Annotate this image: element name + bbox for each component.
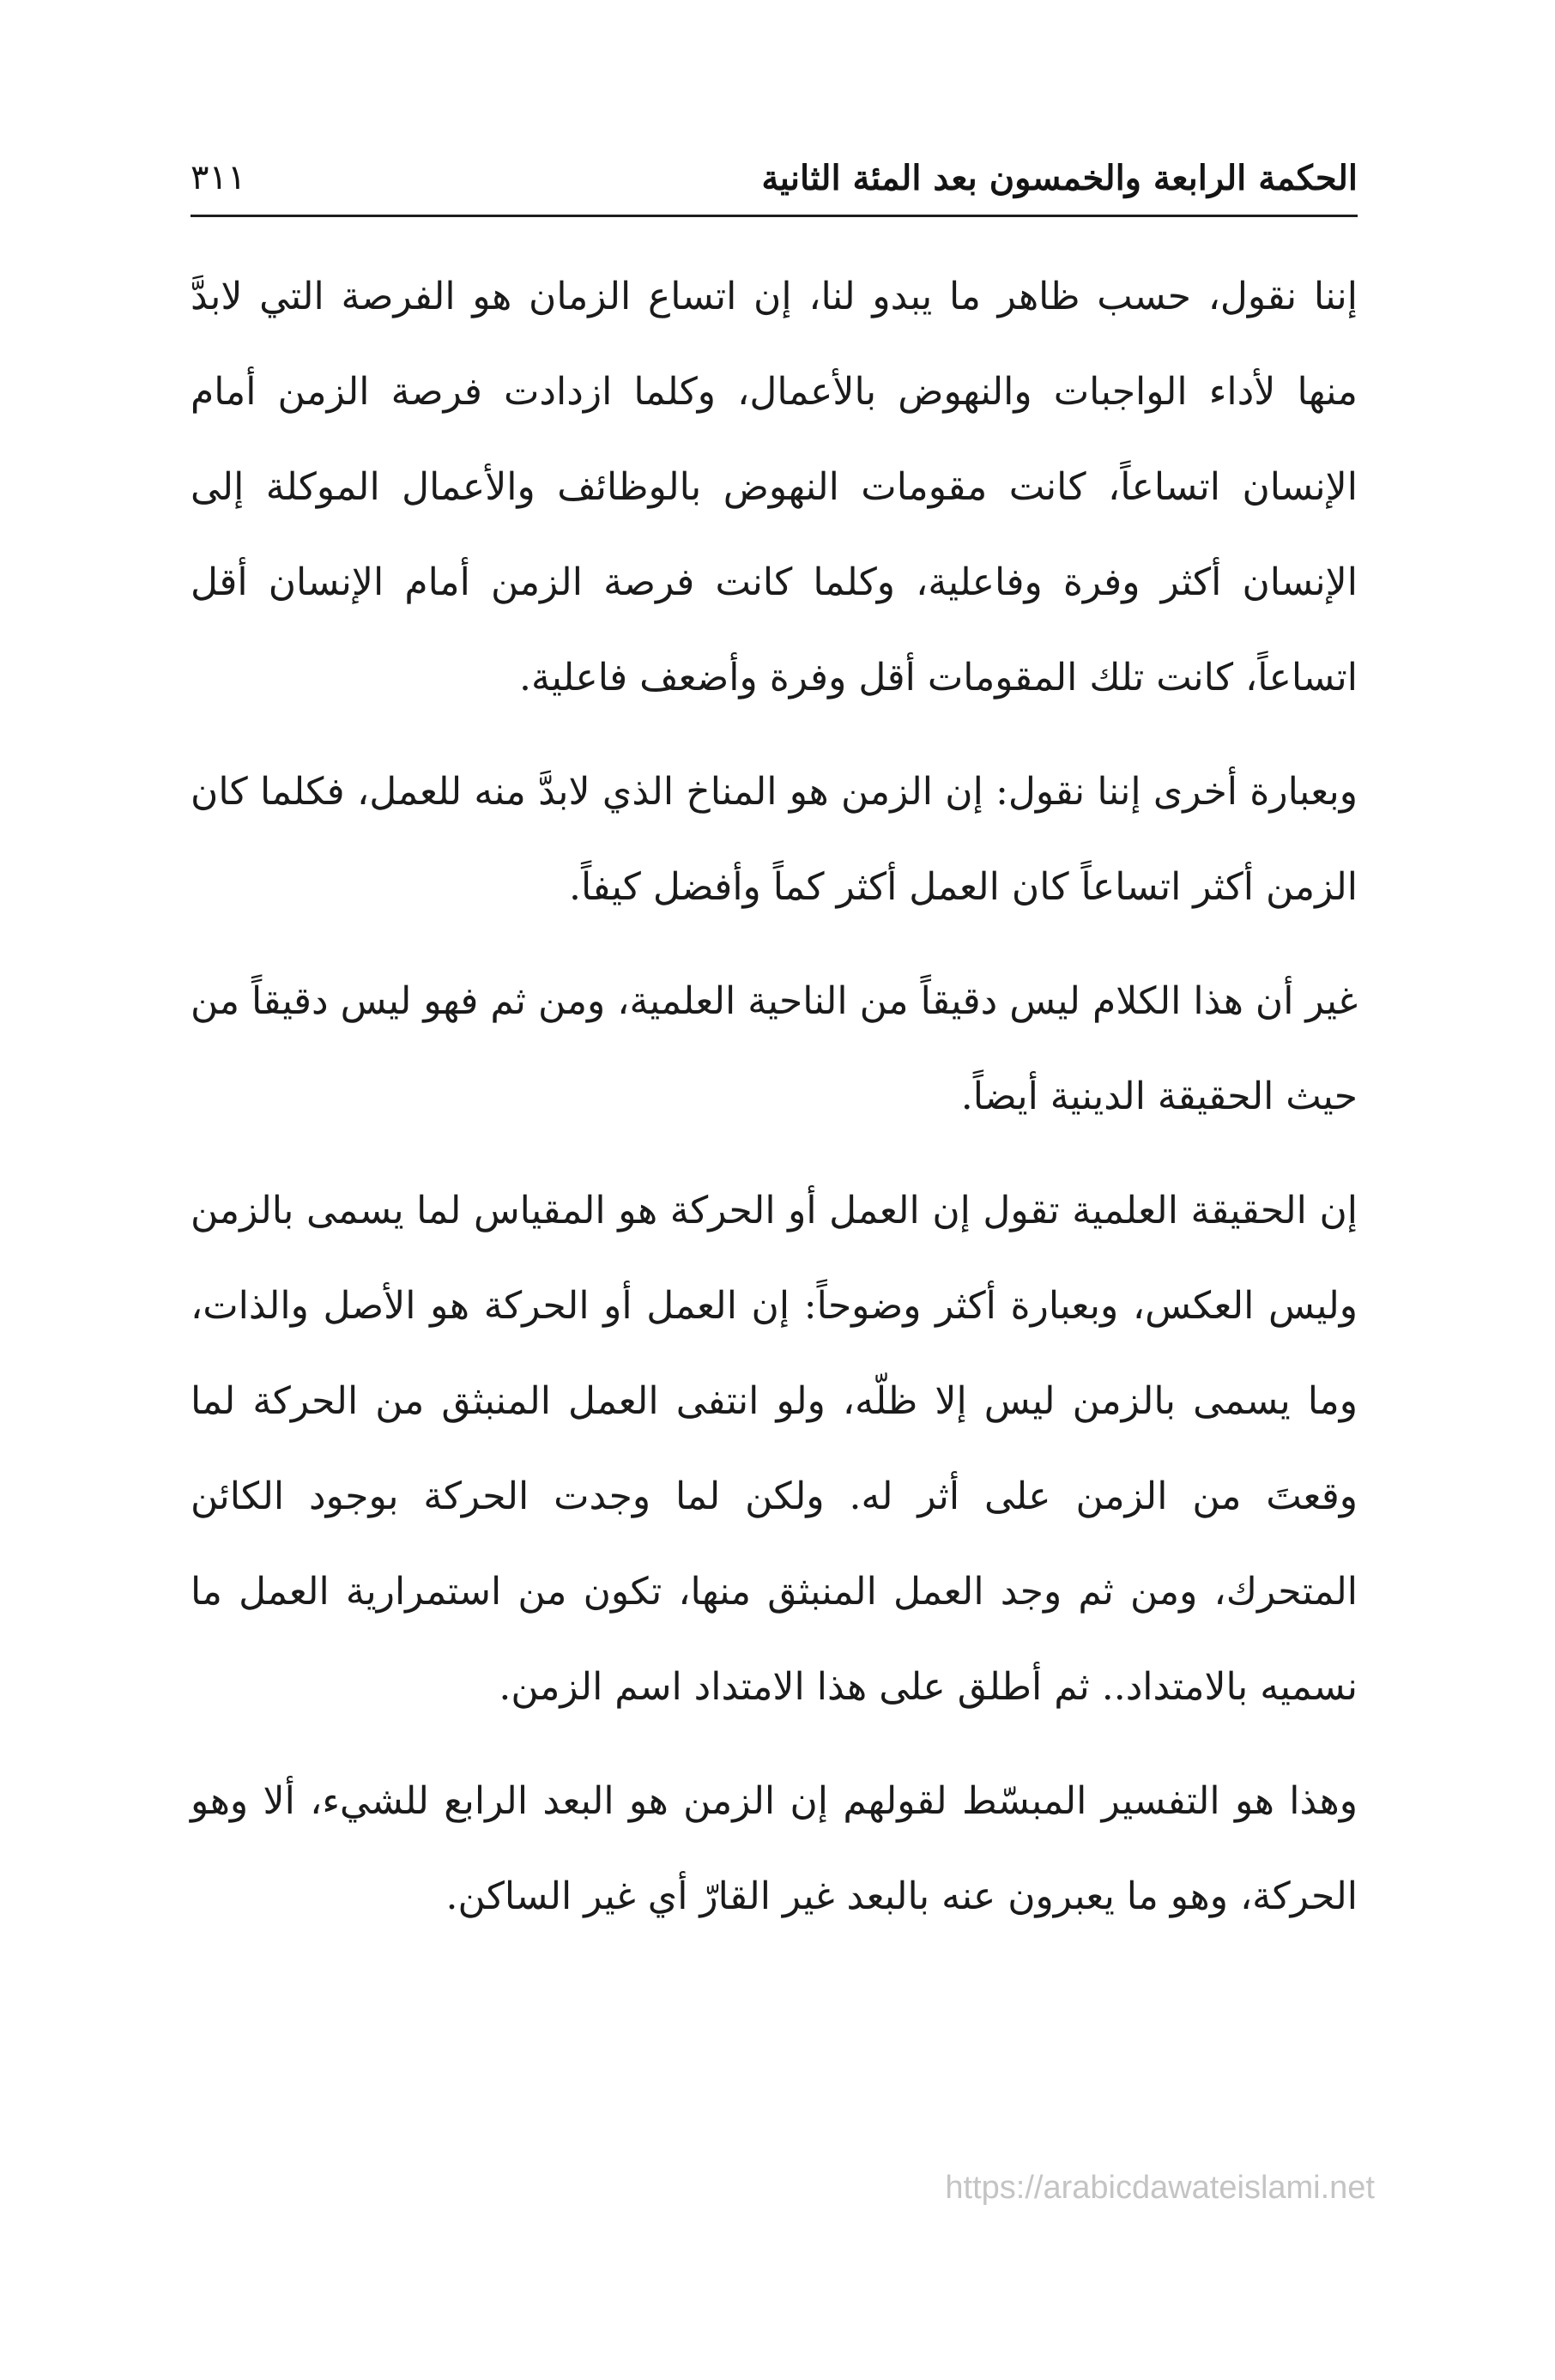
paragraph-4: إن الحقيقة العلمية تقول إن العمل أو الحركة هو المقياس لما يسمى بالزمن وليس العكس، وبعبارة أكثر وضوحاً: إن العمل أو الحركة هو الأصل والذات، وما يسمى بالزمن ليس إلا ظلّه، ولو انتفى العمل المنبثق من الحركة لما وقعتَ من الزمن على أثر له. ولكن لما وجدت الحركة بوجود الكائن المتحرك، ومن ثم وجد العمل المنبثق منها، تكون من استمرارية العمل ما نسميه بالامتداد.. ثم أطلق على هذا الامتداد اسم الزمن.: [191, 1189, 1358, 1709]
source-watermark: https://arabicdawateislami.net: [945, 2170, 1375, 2206]
paragraph-5: وهذا هو التفسير المبسّط لقولهم إن الزمن هو البعد الرابع للشيء، ألا وهو الحركة، وهو ما يعبرون عنه بالبعد غير القارّ أي غير الساكن.: [191, 1779, 1358, 1918]
paragraph-2: وبعبارة أخرى إننا نقول: إن الزمن هو المناخ الذي لابدَّ منه للعمل، فكلما كان الزمن أكثر اتساعاً كان العمل أكثر كماً وأفضل كيفاً.: [191, 770, 1358, 909]
running-header: [191, 151, 1358, 211]
chapter-title: الحكمة الرابعة والخمسون بعد المئة الثانية: [761, 158, 1358, 198]
page-number: ٣١١: [191, 158, 246, 197]
paragraph-3: غير أن هذا الكلام ليس دقيقاً من الناحية العلمية، ومن ثم فهو ليس دقيقاً من حيث الحقيقة الدينية أيضاً.: [191, 979, 1358, 1118]
paragraph-1: إننا نقول، حسب ظاهر ما يبدو لنا، إن اتساع الزمان هو الفرصة التي لابدَّ منها لأداء الواجبات والنهوض بالأعمال، وكلما ازدادت فرصة الزمن أمام الإنسان اتساعاً، كانت مقومات النهوض بالوظائف والأعمال الموكلة إلى الإنسان أكثر وفرة وفاعلية، وكلما كانت فرصة الزمن أمام الإنسان أقل اتساعاً، كانت تلك المقومات أقل وفرة وأضعف فاعلية.: [191, 275, 1358, 699]
page-body: [191, 249, 1358, 1944]
header-divider: [191, 215, 1358, 217]
